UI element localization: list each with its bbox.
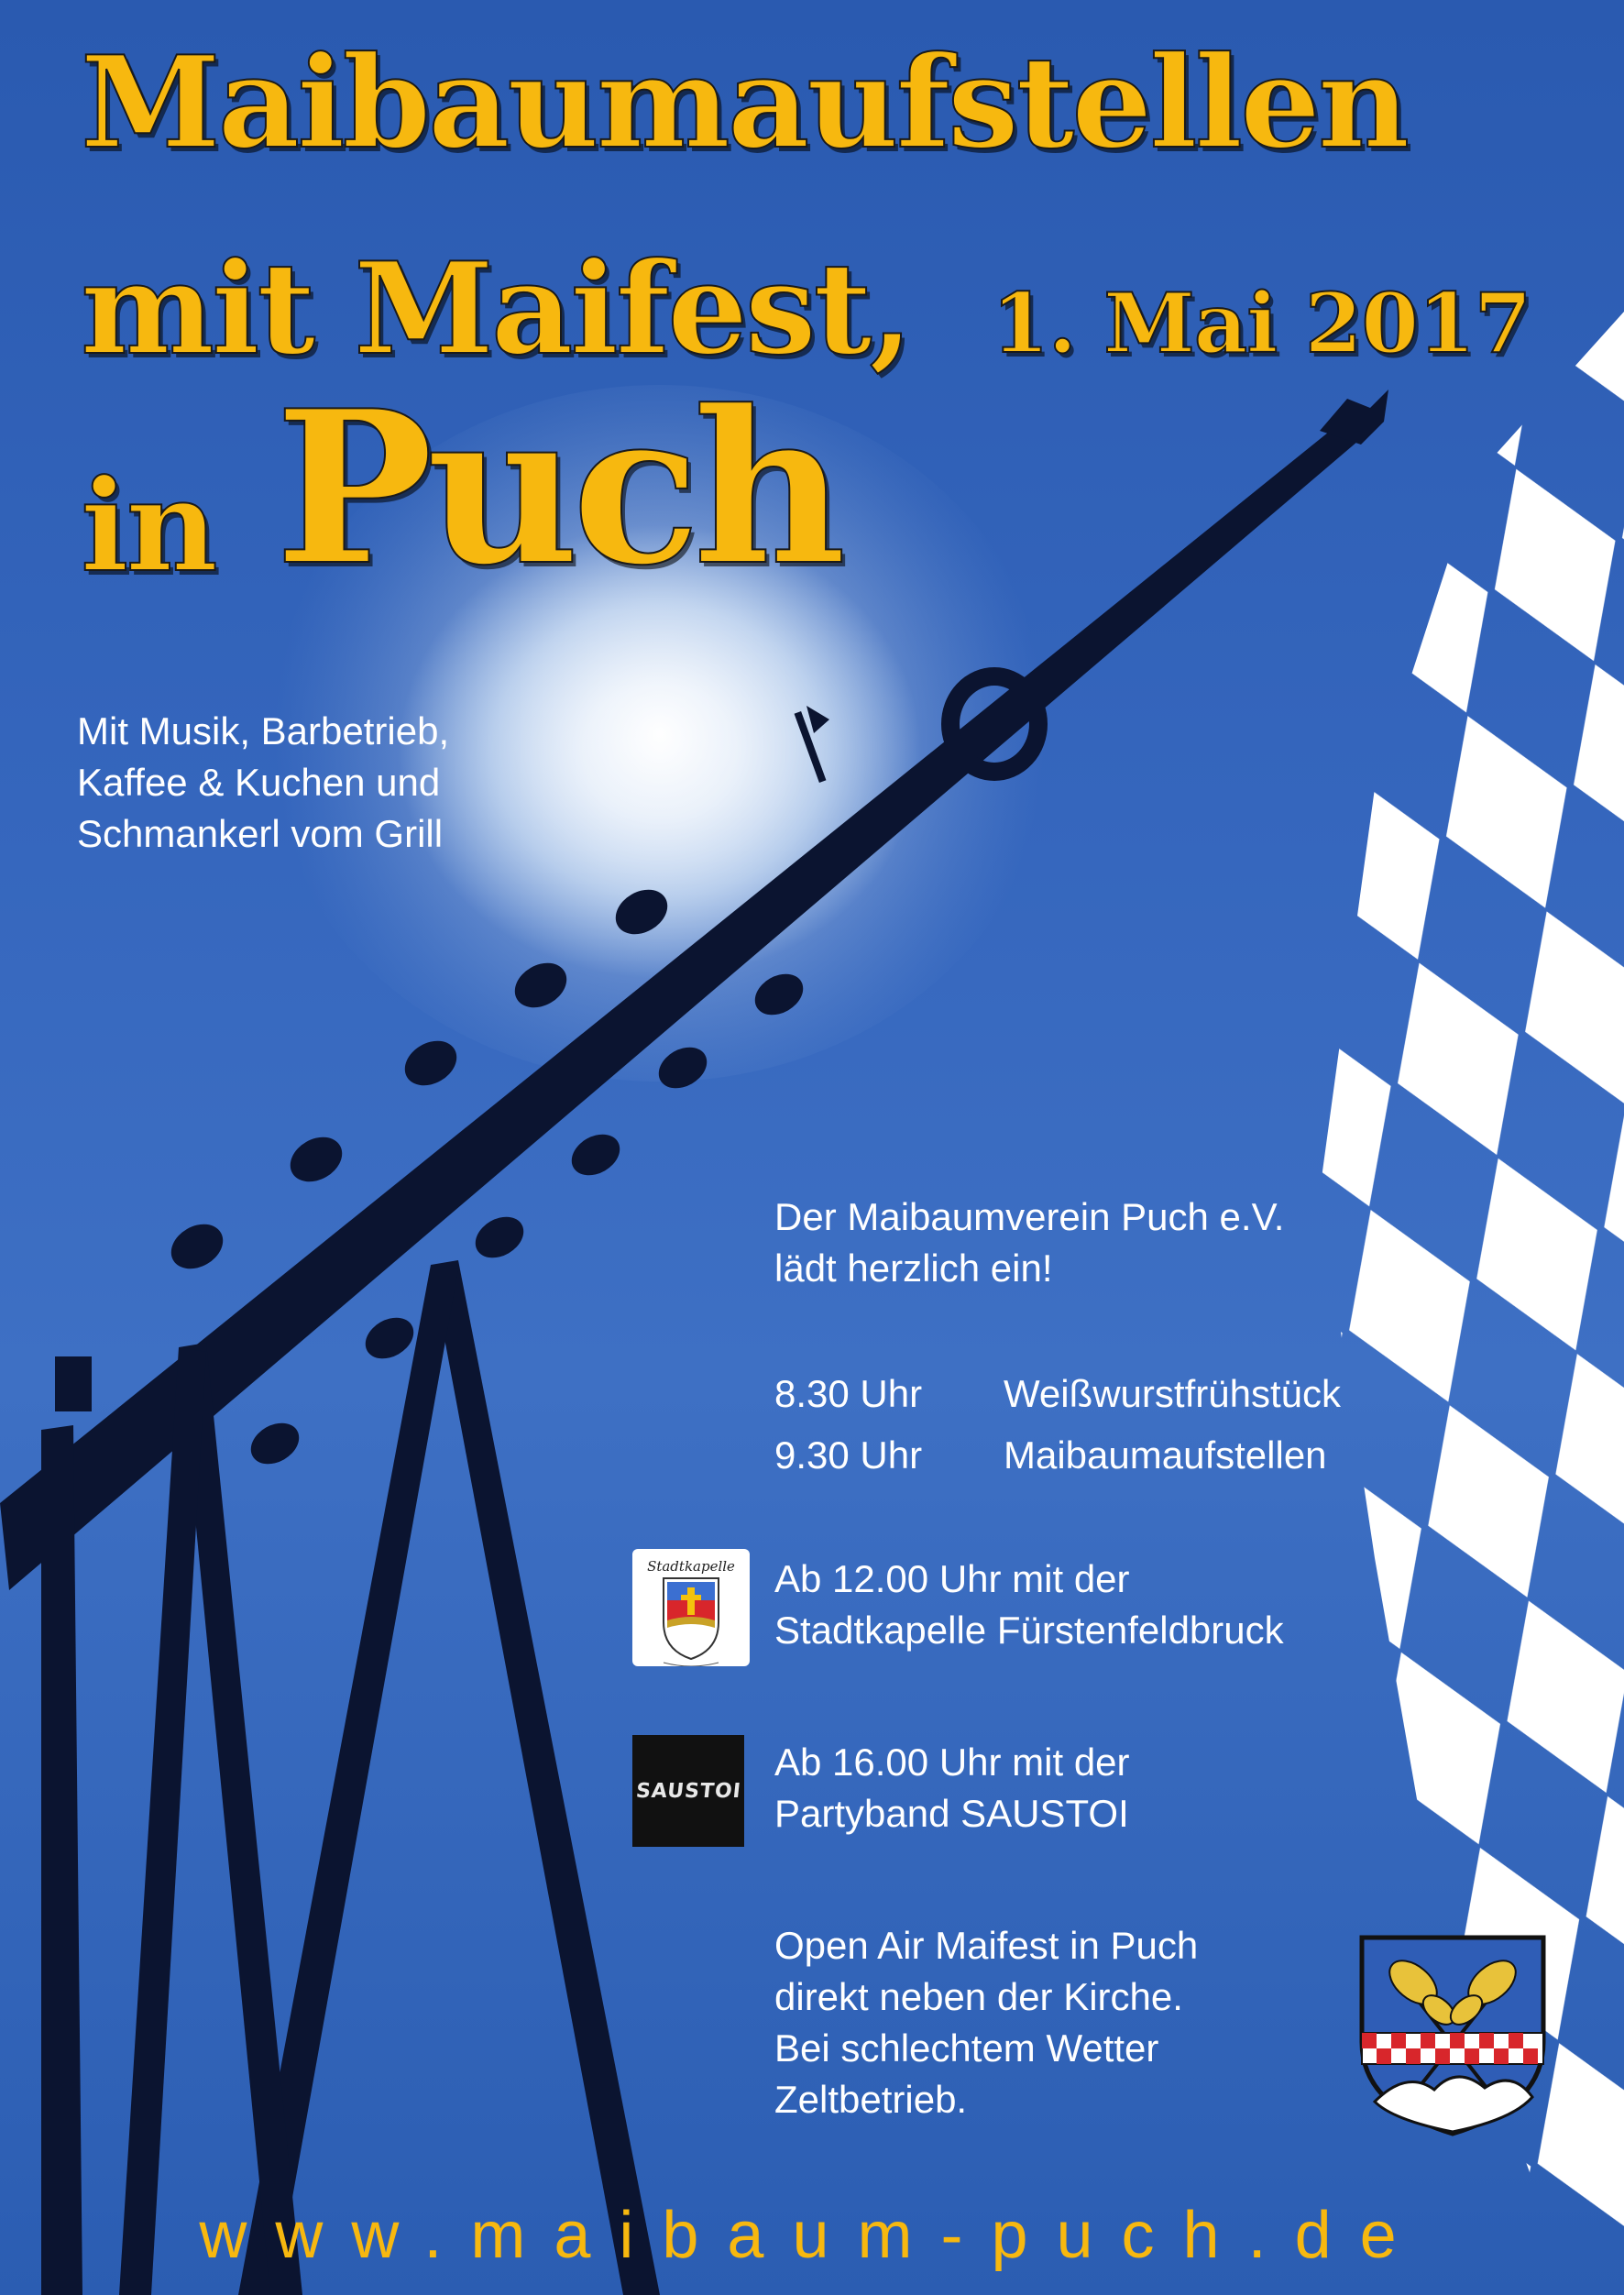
location-line: Zeltbetrieb. [774, 2078, 968, 2121]
band-line: Partyband SAUSTOI [774, 1792, 1129, 1835]
location-line: Open Air Maifest in Puch [774, 1924, 1199, 1967]
location-line: direkt neben der Kirche. [774, 1975, 1183, 2018]
intro-line: Mit Musik, Barbetrieb, [77, 709, 450, 752]
invite-line: Der Maibaumverein Puch e.V. [774, 1195, 1285, 1238]
programme-time: 8.30 Uhr [774, 1372, 923, 1415]
puch-coat-of-arms-icon [1356, 1932, 1549, 2138]
event-date: 1. Mai 2017 [992, 275, 1531, 372]
stadtkapelle-crest-icon [632, 1549, 750, 1666]
title-line-1: Maibaumaufstellen [81, 27, 1408, 177]
invite-line: lädt herzlich ein! [774, 1246, 1053, 1290]
intro-line: Schmankerl vom Grill [77, 812, 444, 855]
saustoi-logo-icon [632, 1735, 744, 1847]
intro-line: Kaffee & Kuchen und [77, 761, 441, 804]
intro-text [77, 706, 590, 860]
band-line: Stadtkapelle Fürstenfeldbruck [774, 1609, 1284, 1652]
invitation-text [774, 1191, 1434, 1294]
title-line-2: mit Maifest, [81, 234, 911, 383]
band-line: Ab 16.00 Uhr mit der [774, 1740, 1130, 1784]
programme-event: Weißwurstfrühstück [1004, 1372, 1341, 1415]
title-place: Puch [275, 365, 839, 612]
title-in: in [81, 451, 215, 600]
stadtkapelle-logo-text: Stadtkapelle [647, 1558, 735, 1575]
band-line: Ab 12.00 Uhr mit der [774, 1557, 1130, 1600]
website-url: www.maibaum-puch.de [199, 2199, 1425, 2272]
location-line: Bei schlechtem Wetter [774, 2026, 1159, 2070]
programme-time: 9.30 Uhr [774, 1433, 923, 1477]
programme-event: Maibaumaufstellen [1004, 1433, 1327, 1477]
band-stadtkapelle-text [774, 1554, 1471, 1656]
saustoi-logo-text: SAUSTOI [634, 1779, 742, 1803]
band-saustoi-text [774, 1737, 1471, 1839]
